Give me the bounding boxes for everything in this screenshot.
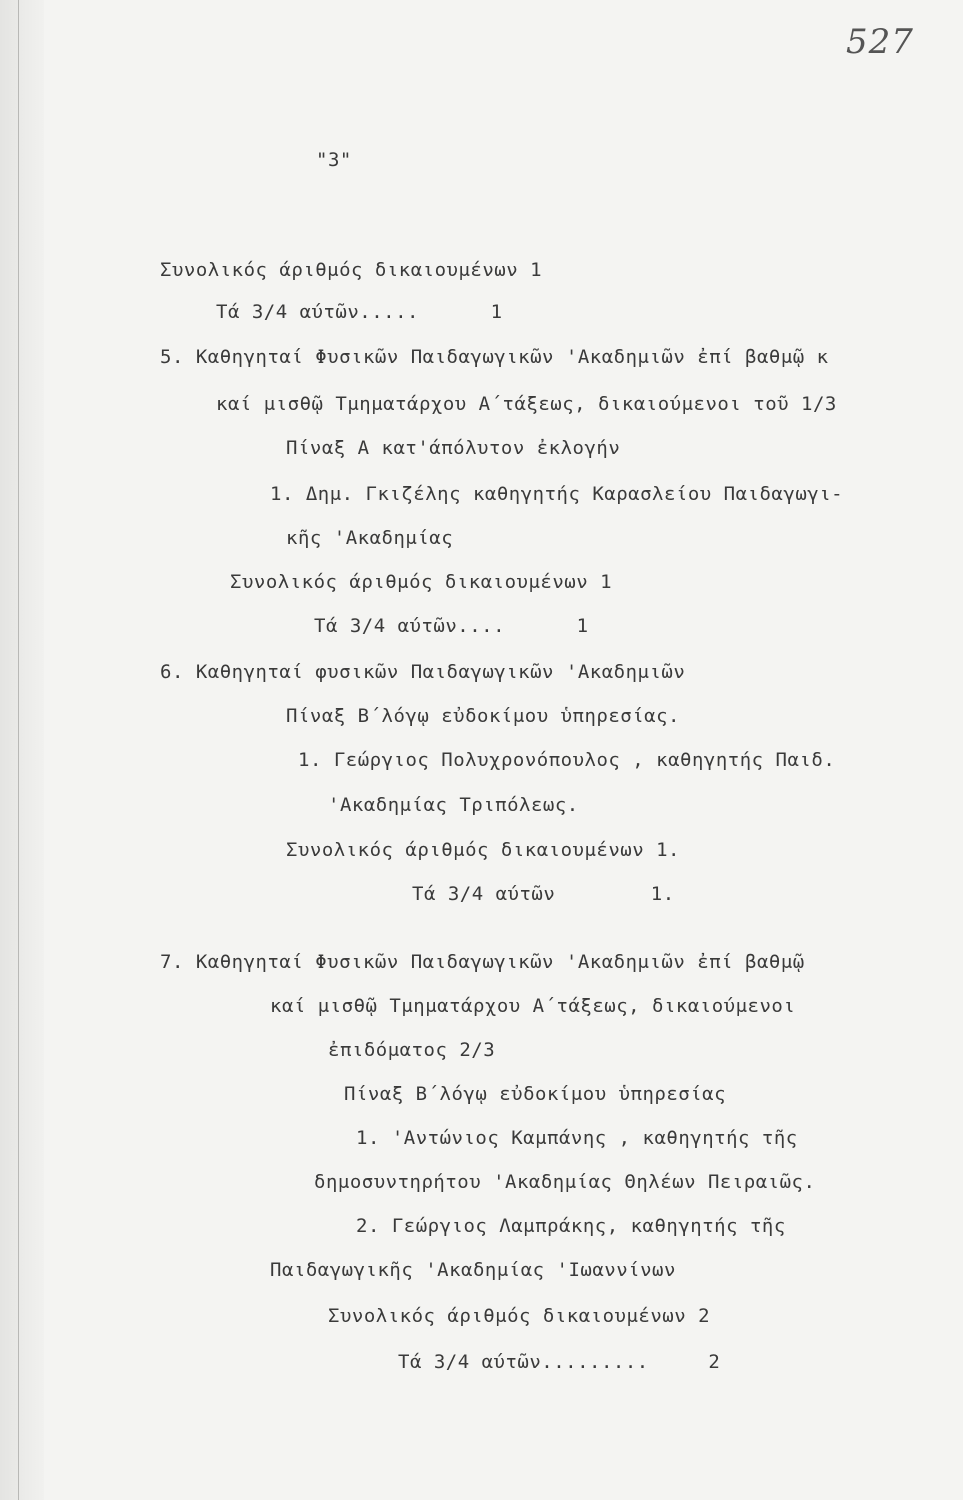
text-line: Πίναξ Β΄λόγῳ εὐδοκίμου ὑπηρεσίας	[344, 1083, 727, 1105]
text-line: Τά 3/4 αύτῶν.... 1	[314, 615, 589, 637]
text-line: καί μισθῷ Τμηματάρχου Α΄τάξεως, δικαιούμενοι	[270, 995, 796, 1017]
text-line: 'Ακαδημίας Τριπόλεως.	[328, 794, 579, 816]
text-line: Συνολικός άριθμός δικαιουμένων 2	[328, 1305, 711, 1327]
text-line: Τά 3/4 αύτῶν 1.	[412, 883, 675, 905]
text-line: Συνολικός άριθμός δικαιουμένων 1.	[286, 839, 680, 861]
text-line: Συνολικός άριθμός δικαιουμένων 1	[230, 571, 613, 593]
text-line: 1. 'Αντώνιος Καμπάνης , καθηγητής τῆς	[356, 1127, 798, 1149]
section-heading-5: 5. Καθηγηταί Φυσικῶν Παιδαγωγικῶν 'Ακαδημιῶν ἐπί βαθμῷ κ	[160, 346, 829, 368]
text-line: Παιδαγωγικῆς 'Ακαδημίας 'Ιωαννίνων	[270, 1259, 676, 1281]
folio-number: 527	[846, 22, 914, 62]
text-line: ἐπιδόματος 2/3	[328, 1039, 496, 1061]
text-line: Συνολικός άριθμός δικαιουμένων 1	[160, 259, 543, 281]
text-line: Τά 3/4 αύτῶν..... 1	[216, 301, 503, 323]
text-line: 1. Δημ. Γκιζέλης καθηγητής Καρασλείου Παιδαγωγι-	[270, 483, 844, 505]
text-line: Τά 3/4 αύτῶν......... 2	[398, 1351, 721, 1373]
text-line: 1. Γεώργιος Πολυχρονόπουλος , καθηγητής Παιδ.	[298, 749, 836, 771]
section-heading-7: 7. Καθηγηταί Φυσικῶν Παιδαγωγικῶν 'Ακαδημιῶν ἐπί βαθμῷ	[160, 951, 805, 973]
text-line: Πίναξ Α κατ'άπόλυτον ἐκλογήν	[286, 437, 621, 459]
binding-line	[18, 0, 19, 1500]
page-heading: "3"	[316, 149, 352, 171]
text-line: κῆς 'Ακαδημίας	[286, 527, 454, 549]
text-line: καί μισθῷ Τμηματάρχου Α΄τάξεως, δικαιούμενοι τοῦ 1/3	[216, 393, 837, 415]
text-line: δημοσυντηρήτου 'Ακαδημίας Θηλέων Πειραιῶς.	[314, 1171, 816, 1193]
binding-edge	[0, 0, 44, 1500]
text-line: 2. Γεώργιος Λαμπράκης, καθηγητής τῆς	[356, 1215, 786, 1237]
section-heading-6: 6. Καθηγηταί φυσικῶν Παιδαγωγικῶν 'Ακαδημιῶν	[160, 661, 686, 683]
text-line: Πίναξ Β΄λόγῳ εὐδοκίμου ὑπηρεσίας.	[286, 705, 680, 727]
